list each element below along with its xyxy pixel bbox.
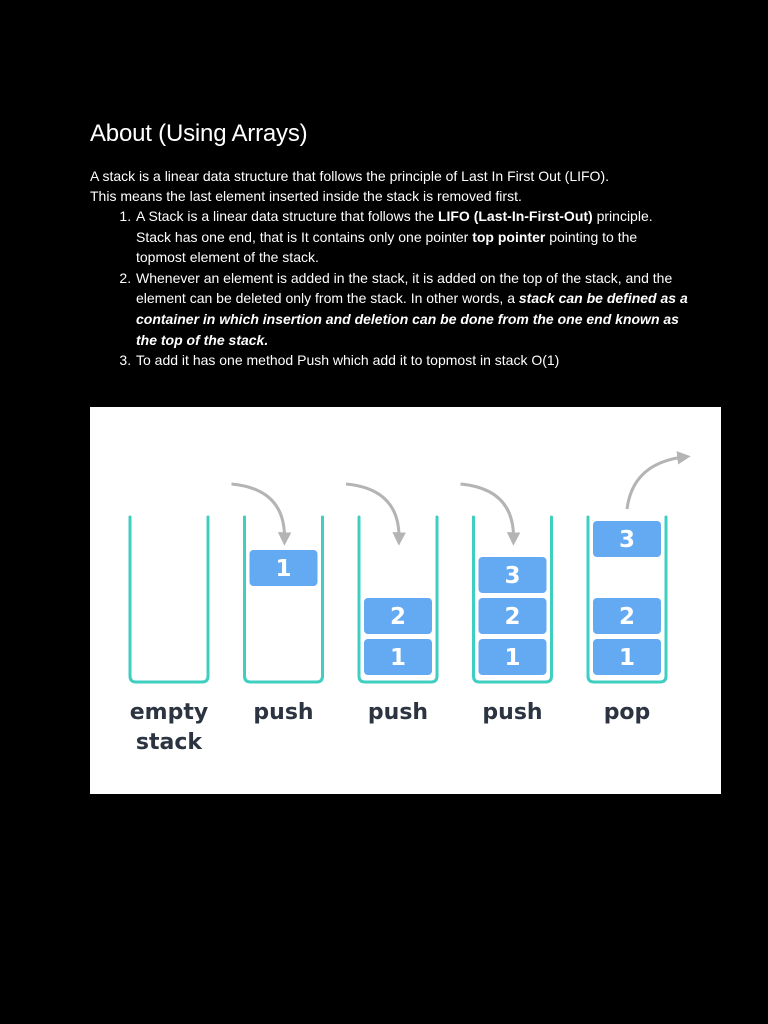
pop-arrow <box>627 457 684 509</box>
block-label: 3 <box>504 563 521 589</box>
stack-container <box>245 517 323 682</box>
intro-paragraph <box>90 166 690 206</box>
stack-diagram <box>90 407 721 794</box>
block-label: 1 <box>504 645 521 671</box>
intro-line: This means the last element inserted inside the stack is removed first. <box>90 188 522 204</box>
list-item: 1. A Stack is a linear data structure that follows the LIFO (Last-In-First-Out) principle. Stack has one end, that is It contains only one pointer top pointer pointing to the topmost element of the stack. <box>135 206 690 268</box>
list-item: 3. To add it has one method Push which add it to topmost in stack O(1) <box>135 350 690 371</box>
block-label: 2 <box>389 604 407 630</box>
stack-caption: pop <box>603 700 651 725</box>
stack-caption: empty <box>129 700 209 725</box>
stack-diagram-canvas <box>90 407 721 794</box>
stack-caption: stack <box>135 730 203 755</box>
intro-line: A stack is a linear data structure that follows the principle of Last In First Out (LIFO). <box>90 168 609 184</box>
list-item: 2. Whenever an element is added in the stack, it is added on the top of the stack, and the element can be deleted only from the stack. In other words, a stack can be defined as a container in which insertion and deletion can be done from the one end known as the top of the stack. <box>135 268 690 350</box>
stack-caption: push <box>482 700 543 725</box>
push-arrow <box>232 484 285 539</box>
page-title: About (Using Arrays) <box>90 120 308 147</box>
about-section <box>90 118 690 371</box>
block-label: 1 <box>618 645 636 671</box>
block-label: 1 <box>275 556 292 582</box>
push-arrow <box>346 484 399 539</box>
points-list <box>90 206 690 371</box>
block-label: 2 <box>618 604 636 630</box>
stack-caption: push <box>253 700 314 725</box>
block-label: 2 <box>504 604 521 630</box>
push-arrow <box>461 484 514 539</box>
block-label: 1 <box>389 645 407 671</box>
stack-container <box>130 517 208 682</box>
block-label: 3 <box>618 527 636 553</box>
stack-caption: push <box>367 700 429 725</box>
